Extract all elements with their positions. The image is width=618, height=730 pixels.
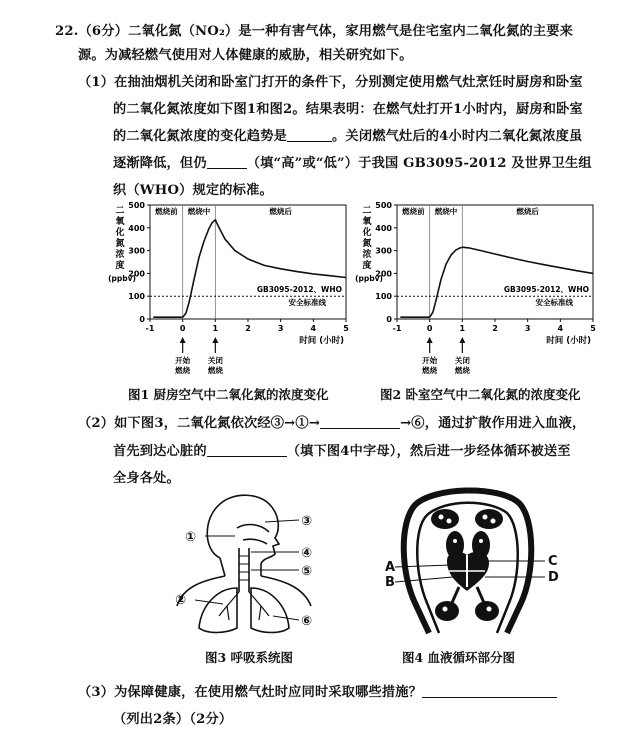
- phase-label-2: 燃烧后: [516, 207, 539, 216]
- x-tick-label-1: 0: [179, 324, 186, 333]
- fig4-label-d: D: [548, 570, 559, 585]
- fig3-label-3: ③: [301, 514, 313, 529]
- y-tick-label-3: 300: [128, 246, 145, 256]
- answer-blank-heart[interactable]: [207, 443, 287, 457]
- y-axis-label-char-0: 二: [115, 206, 125, 216]
- y-axis-unit: (ppbv): [355, 274, 383, 283]
- y-axis-label-char-3: 氮: [115, 239, 125, 249]
- question-line-1: 22.（6分）二氧化氮（NO₂）是一种有害气体，家用燃气是住宅室内二氧化氮的主要来: [55, 24, 574, 39]
- y-tick-label-4: 400: [375, 223, 392, 233]
- fig3-label-4: ④: [301, 546, 313, 561]
- figure-1-chart: [108, 195, 358, 380]
- y-axis-label-char-5: 度: [362, 261, 372, 271]
- answer-blank-measures[interactable]: [422, 684, 557, 698]
- x-tick-label-0: -1: [392, 324, 402, 333]
- answer-blank-trend[interactable]: [287, 128, 332, 142]
- x-tick-label-2: 1: [212, 324, 219, 333]
- annotation-arrow-head-0: [180, 337, 186, 343]
- y-tick-label-4: 400: [128, 223, 145, 233]
- fig4-label-a: A: [385, 560, 396, 575]
- annotation-label-1-a: 关闭: [454, 356, 470, 365]
- part1-line-4: 逐渐降低，但仍 （填“高”或“低”）于我国 GB3095-2012 及世界卫生组: [113, 156, 592, 171]
- annotation-label-1-b: 燃烧: [207, 366, 223, 375]
- part1-line-3: 的二氧化氮浓度的变化趋势是 。关闭燃气灶后的4小时内二氧化氮浓度虽: [113, 129, 583, 144]
- fig4-label-c: C: [548, 554, 558, 569]
- threshold-label-0: GB3095-2012、WHO: [503, 285, 589, 295]
- annotation-arrow-head-0: [427, 337, 433, 343]
- part2-line-2: 首先到达心脏的 （填下图4中字母），然后进一步经体循环被送至: [113, 444, 571, 459]
- phase-label-1: 燃烧中: [187, 207, 211, 216]
- threshold-label-0: GB3095-2012、WHO: [256, 285, 342, 295]
- y-tick-label-2: 200: [128, 269, 145, 279]
- x-tick-label-3: 2: [492, 324, 498, 333]
- y-axis-label-char-4: 浓: [115, 250, 125, 260]
- x-tick-label-6: 5: [590, 324, 596, 333]
- y-axis-label-char-2: 化: [362, 228, 372, 238]
- y-tick-label-1: 100: [128, 292, 145, 302]
- y-tick-label-1: 100: [375, 292, 392, 302]
- part3-line-2: （列出2条）（2分）: [113, 712, 233, 727]
- answer-blank-high-low[interactable]: [207, 155, 247, 169]
- y-axis-label-char-3: 氮: [362, 239, 372, 249]
- threshold-label-1: 安全标准线: [535, 298, 573, 308]
- y-tick-label-0: 0: [386, 315, 392, 324]
- y-axis-label-char-4: 浓: [362, 250, 372, 260]
- annotation-label-0-a: 开始: [422, 356, 438, 365]
- x-tick-label-1: 0: [426, 324, 433, 333]
- part1-line-1: （1）在抽油烟机关闭和卧室门打开的条件下，分别测定使用燃气灶烹饪时厨房和卧室: [78, 75, 583, 90]
- figure-4-circulation-diagram: [385, 483, 565, 645]
- figure-3-caption: 图3 呼吸系统图: [205, 650, 294, 665]
- x-tick-label-6: 5: [343, 324, 349, 333]
- x-tick-label-5: 4: [557, 324, 564, 333]
- annotation-arrow-head-1: [459, 337, 465, 343]
- y-tick-label-5: 500: [128, 201, 145, 210]
- y-axis-label-char-1: 氧: [115, 217, 125, 227]
- y-axis-label-char-2: 化: [115, 228, 125, 238]
- fig4-label-b: B: [385, 575, 395, 590]
- part2-line-1: （2）如下图3，二氧化氮依次经③→①→ →⑥，通过扩散作用进入血液，: [78, 416, 586, 431]
- answer-blank-path[interactable]: [320, 415, 400, 429]
- annotation-label-0-a: 开始: [175, 356, 191, 365]
- part2-line-3: 全身各处。: [113, 471, 180, 486]
- figure-1-caption: 图1 厨房空气中二氧化氮的浓度变化: [128, 387, 329, 402]
- fig3-label-5: ⑤: [301, 564, 313, 579]
- y-axis-unit: (ppbv): [108, 274, 136, 283]
- y-axis-label-char-1: 氧: [362, 217, 372, 227]
- threshold-label-1: 安全标准线: [288, 298, 326, 308]
- fig3-label-6: ⑥: [301, 614, 313, 629]
- x-tick-label-4: 3: [524, 324, 531, 333]
- fig3-label-1: ①: [185, 530, 197, 545]
- fig3-label-2: ②: [175, 593, 187, 608]
- x-tick-label-0: -1: [145, 324, 155, 333]
- y-axis-label-char-5: 度: [115, 261, 125, 271]
- figure-2-chart: [355, 195, 605, 380]
- y-tick-label-3: 300: [375, 246, 392, 256]
- annotation-label-0-b: 燃烧: [175, 366, 191, 375]
- x-tick-label-3: 2: [245, 324, 251, 333]
- phase-label-0: 燃烧前: [155, 207, 178, 216]
- x-axis-label: 时间 (小时): [546, 336, 591, 346]
- annotation-label-1-b: 燃烧: [454, 366, 470, 375]
- annotation-label-0-b: 燃烧: [422, 366, 438, 375]
- annotation-label-1-a: 关闭: [207, 356, 223, 365]
- x-axis-label: 时间 (小时): [299, 336, 344, 346]
- y-tick-label-0: 0: [139, 315, 145, 324]
- y-tick-label-5: 500: [375, 201, 392, 210]
- x-tick-label-2: 1: [459, 324, 466, 333]
- question-line-2: 源。为减轻燃气使用对人体健康的威胁，相关研究如下。: [78, 48, 413, 63]
- part3-line-1: （3）为保障健康，在使用燃气灶时应同时采取哪些措施？: [78, 681, 557, 700]
- figure-2-caption: 图2 卧室空气中二氧化氮的浓度变化: [380, 387, 581, 402]
- part1-line-2: 的二氧化氮浓度如下图1和图2。结果表明：在燃气灶打开1小时内，厨房和卧室: [113, 102, 583, 117]
- phase-label-0: 燃烧前: [402, 207, 425, 216]
- figure-4-caption: 图4 血液循环部分图: [402, 650, 516, 665]
- figure-3-respiratory-diagram: [165, 488, 335, 648]
- x-tick-label-5: 4: [310, 324, 317, 333]
- y-axis-label-char-0: 二: [362, 206, 372, 216]
- part1-line-5: 织（WHO）规定的标准。: [113, 183, 273, 198]
- phase-label-2: 燃烧后: [269, 207, 292, 216]
- x-tick-label-4: 3: [277, 324, 284, 333]
- phase-label-1: 燃烧中: [434, 207, 458, 216]
- y-tick-label-2: 200: [375, 269, 392, 279]
- annotation-arrow-head-1: [212, 337, 218, 343]
